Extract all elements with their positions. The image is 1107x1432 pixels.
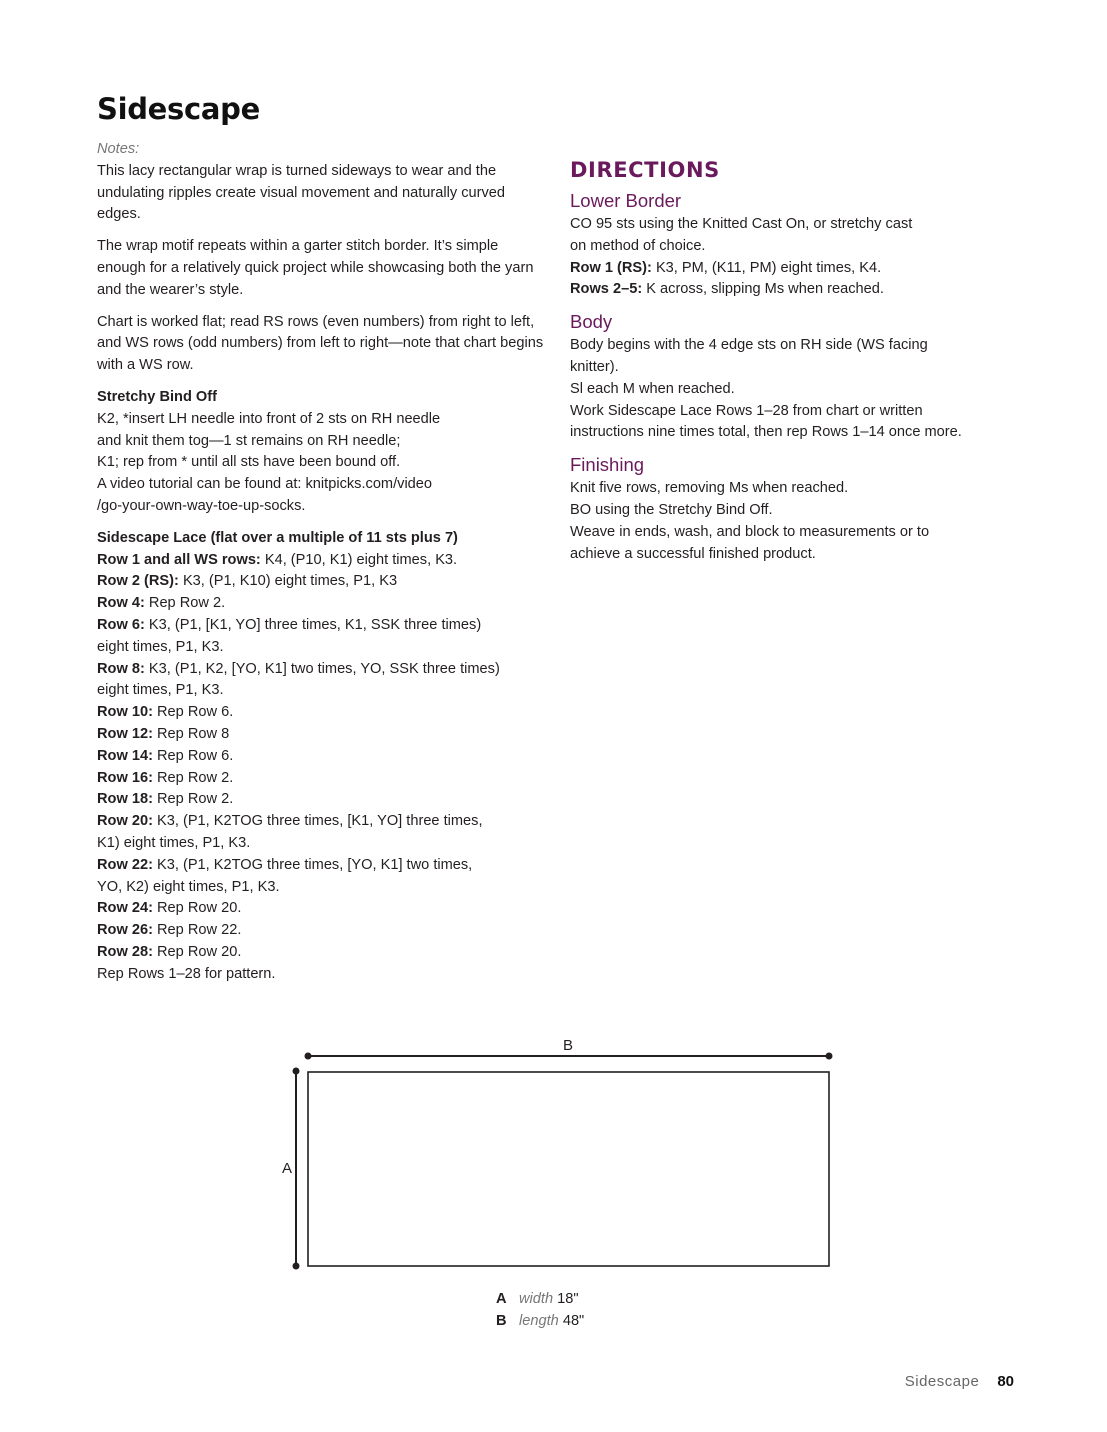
lower-border-heading: Lower Border [570, 190, 682, 211]
row-text: K3, (P1, [K1, YO] three times, K1, SSK three times) [144, 616, 482, 633]
finishing-heading: Finishing [570, 454, 645, 476]
row-text: Rep Row 8 [152, 725, 230, 742]
row-label: Row 14: [97, 747, 153, 764]
finishing-line: Knit five rows, removing Ms when reached. [570, 480, 849, 497]
row-label: Row 2 (RS): [97, 573, 179, 590]
row-label: Row 22: [97, 856, 153, 873]
wrap-rectangle [308, 1072, 829, 1266]
row-text: K3, (P1, K10) eight times, P1, K3 [178, 573, 398, 590]
lace-row-continuation: eight times, P1, K3. [97, 638, 224, 655]
row-text: K3, (P1, K2, [YO, K1] two times, YO, SSK three times) [144, 660, 500, 677]
legend-term: length [519, 1312, 559, 1329]
row-text: K across, slipping Ms when reached. [642, 281, 884, 298]
bind-off-line: /go-your-own-way-toe-up-socks. [97, 497, 306, 514]
row-text: K3, (P1, K2TOG three times, [K1, YO] three times, [152, 813, 483, 830]
row-text: K3, PM, (K11, PM) eight times, K4. [651, 259, 882, 276]
page-title: Sidescape [97, 92, 261, 126]
directions-heading: DIRECTIONS [570, 158, 720, 182]
row-label: Rows 2–5: [570, 281, 643, 298]
row-text: Rep Row 2. [144, 595, 226, 612]
page-footer [905, 1373, 1014, 1390]
row-label: Row 16: [97, 769, 153, 786]
row-label: Row 20: [97, 813, 153, 830]
lace-final: Rep Rows 1–28 for pattern. [97, 965, 276, 982]
row-label: Row 6: [97, 616, 145, 633]
legend-key: B [496, 1312, 507, 1329]
row-text: Rep Row 22. [152, 922, 242, 939]
notes-label: Notes: [97, 141, 140, 157]
legend-value: 48" [562, 1312, 585, 1329]
dimension-endpoint [826, 1053, 833, 1060]
measurement-legend [496, 1289, 584, 1333]
body-line: Sl each M when reached. [570, 380, 735, 397]
row-label: Row 4: [97, 595, 145, 612]
row-text: K4, (P10, K1) eight times, K3. [260, 551, 458, 568]
legend-key: A [496, 1291, 507, 1307]
bind-off-line: K2, *insert LH needle into front of 2 sts on RH needle [97, 410, 441, 427]
row-label: Row 1 (RS): [570, 259, 652, 276]
lace-row-continuation: eight times, P1, K3. [97, 682, 224, 699]
finishing-line: BO using the Stretchy Bind Off. [570, 501, 773, 518]
row-label: Row 26: [97, 922, 153, 939]
lace-row-continuation: K1) eight times, P1, K3. [97, 834, 251, 851]
bind-off-heading: Stretchy Bind Off [97, 388, 217, 405]
notes-paragraph: This lacy rectangular wrap is turned sideways to wear and the undulating ripples create visual movement and naturally curved edges. [97, 162, 506, 223]
bind-off-line: and knit them tog—1 st remains on RH needle; [97, 432, 401, 449]
row-text: Rep Row 6. [152, 747, 234, 764]
lower-border-line: CO 95 sts using the Knitted Cast On, or stretchy cast [570, 216, 913, 232]
bind-off-line: K1; rep from * until all sts have been bound off. [97, 454, 401, 471]
row-text: Rep Row 2. [152, 791, 234, 808]
row-label: Row 12: [97, 725, 153, 742]
row-text: Rep Row 20. [152, 900, 242, 917]
row-label: Row 8: [97, 660, 145, 677]
notes-paragraph: The wrap motif repeats within a garter stitch border. It’s simple enough for a relatively quick project while showcasing both the yarn and the wearer’s style. [97, 238, 534, 298]
row-label: Row 28: [97, 943, 153, 960]
finishing-line: Weave in ends, wash, and block to measurements or to [570, 523, 930, 540]
body-line: knitter). [570, 358, 619, 375]
bind-off-line: A video tutorial can be found at: knitpicks.com/video [97, 476, 433, 493]
finishing-line: achieve a successful finished product. [570, 545, 816, 562]
row-text: Rep Row 6. [152, 704, 234, 721]
body-line: Body begins with the 4 edge sts on RH side (WS facing [570, 337, 928, 354]
legend-row [496, 1289, 584, 1311]
lace-heading: Sidescape Lace (flat over a multiple of 11 sts plus 7) [97, 529, 458, 546]
legend-term: width [519, 1291, 554, 1307]
lace-row-continuation: YO, K2) eight times, P1, K3. [97, 878, 280, 895]
notes-paragraph: Chart is worked flat; read RS rows (even numbers) from right to left, and WS rows (odd numbers) from left to right—note that chart begins with a WS row. [97, 313, 544, 374]
body-line: Work Sidescape Lace Rows 1–28 from chart or written [570, 402, 923, 419]
row-label: Row 1 and all WS rows: [97, 551, 261, 568]
body-heading: Body [570, 311, 613, 333]
legend-row [496, 1311, 584, 1333]
label-a: A [281, 1160, 293, 1177]
footer-pattern-name: Sidescape [904, 1373, 980, 1390]
row-text: Rep Row 2. [152, 769, 234, 786]
row-text: K3, (P1, K2TOG three times, [YO, K1] two times, [152, 856, 473, 873]
legend-value: 18" [557, 1291, 579, 1307]
body-line: instructions nine times total, then rep Rows 1–14 once more. [570, 424, 962, 441]
dimension-endpoint [293, 1068, 300, 1075]
row-text: Rep Row 20. [152, 943, 242, 960]
row-label: Row 24: [97, 900, 153, 917]
dimension-endpoint [305, 1053, 312, 1060]
row-label: Row 10: [97, 704, 153, 721]
label-b: B [562, 1037, 574, 1054]
dimension-endpoint [293, 1263, 300, 1270]
row-label: Row 18: [97, 791, 153, 808]
lower-border-line: on method of choice. [570, 237, 706, 254]
page-number: 80 [997, 1373, 1014, 1390]
